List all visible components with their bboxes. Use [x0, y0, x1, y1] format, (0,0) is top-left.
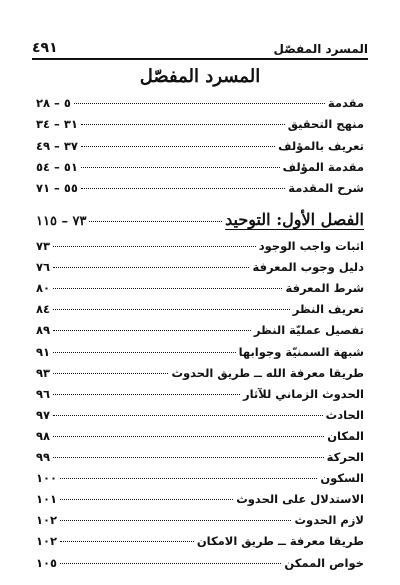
toc-entry-pages: ٥ – ٢٨	[36, 96, 71, 110]
dot-leader	[53, 457, 324, 458]
toc-entry	[36, 408, 364, 426]
toc-entry-label: تفصيل عمليّة النظر	[253, 323, 364, 338]
toc-entry-label: منهج التحقيق	[287, 117, 364, 131]
toc-entry	[36, 492, 364, 510]
toc-entry-pages: ٩٧	[36, 407, 51, 422]
toc-entry-pages: ٥٥ – ٧١	[36, 181, 78, 195]
toc-entry-pages: ٨٩	[36, 323, 51, 338]
toc-entry-pages: ٩٦	[36, 386, 51, 401]
dot-leader	[53, 288, 282, 289]
toc-entry-pages: ١٠٢	[36, 534, 58, 549]
toc-entry-pages: ٣١ – ٣٤	[36, 117, 78, 131]
toc-entry-pages: ٨٠	[36, 281, 51, 296]
toc-entry	[36, 345, 364, 363]
toc-entry-label: طريقا معرفة ــ طريق الامكان	[196, 534, 364, 549]
dot-leader	[53, 394, 240, 395]
toc-entry	[36, 513, 364, 531]
toc-entry	[36, 260, 364, 278]
dot-leader	[53, 352, 236, 353]
toc-entry-pages: ٥١ – ٥٤	[36, 160, 78, 174]
toc-entry-pages: ٩١	[36, 344, 51, 359]
toc-entry-label: طريقا معرفة الله ــ طريق الحدوث	[171, 365, 364, 380]
dot-leader	[81, 167, 280, 168]
toc-entry-pages: ٨٤	[36, 302, 51, 317]
dot-leader	[53, 309, 290, 310]
dot-leader	[53, 330, 251, 331]
toc-entry-label: المكان	[327, 428, 364, 443]
dot-leader	[53, 267, 249, 268]
toc-entry-label: اثبات واجب الوجود	[258, 239, 364, 253]
dot-leader	[60, 541, 194, 542]
toc-entry	[36, 429, 364, 447]
toc-entry-label: شبهة السمنيّة وجوابها	[238, 344, 364, 359]
dot-leader	[60, 478, 317, 479]
toc-entry	[36, 281, 364, 299]
page-number: ٤٩١	[32, 40, 58, 56]
dot-leader	[53, 436, 324, 437]
page-header	[32, 38, 368, 60]
toc-entry-pages: ١٠٥	[36, 555, 58, 570]
chapter-title: الفصل الأول: التوحيد	[225, 210, 364, 229]
toc-entry-pages: ٧٣	[36, 239, 51, 253]
toc-entry-label: خواص الممكن	[284, 555, 364, 570]
toc-entry-pages: ٩٨	[36, 428, 51, 443]
toc-entry	[36, 181, 364, 199]
toc-entry-label: مقدمة المؤلف	[282, 160, 364, 174]
toc-entry-pages: ٧٦	[36, 260, 51, 275]
toc-entry-label: الحادث	[325, 407, 364, 422]
toc-entry-label: مقدمة	[327, 96, 364, 110]
toc-entry-label: السكون	[320, 471, 364, 486]
toc-entry-label: الاستدلال على الحدوث	[236, 492, 364, 507]
toc-entry	[36, 302, 364, 320]
toc-entry-pages: ١٠٢	[36, 513, 58, 528]
dot-leader	[81, 188, 285, 189]
toc-entry-pages: ٧٣ – ١١٥	[36, 214, 87, 229]
dot-leader	[53, 373, 168, 374]
toc-entry	[36, 366, 364, 384]
toc-entry	[36, 139, 364, 157]
dot-leader	[53, 246, 256, 247]
toc-entry-pages: ١٠٠	[36, 471, 58, 486]
dot-leader	[74, 103, 325, 104]
toc-entry-label: شرح المقدمة	[288, 181, 364, 195]
dot-leader	[89, 221, 222, 222]
toc-entry	[36, 471, 364, 489]
toc-entry-label: دليل وجوب المعرفة	[252, 260, 364, 275]
toc-entry	[36, 556, 364, 574]
toc-entry	[36, 239, 364, 257]
dot-leader	[60, 563, 281, 564]
page-title: المسرد المفصّل	[139, 66, 261, 87]
toc-entry-label: تعريف النظر	[292, 302, 364, 317]
toc-entry	[36, 450, 364, 468]
toc-entry	[36, 323, 364, 341]
toc-entry-label: لازم الحدوث	[294, 513, 364, 528]
toc-entry-label: شرط المعرفة	[285, 281, 364, 296]
toc-entry-pages: ٣٧ – ٤٩	[36, 139, 78, 153]
toc-entry	[36, 96, 364, 114]
dot-leader	[53, 415, 323, 416]
chapter-heading-row	[36, 210, 364, 234]
toc-entry	[36, 534, 364, 552]
dot-leader	[81, 124, 285, 125]
toc-entry-pages: ١٠١	[36, 492, 58, 507]
dot-leader	[81, 146, 275, 147]
dot-leader	[60, 520, 291, 521]
toc-entry	[36, 117, 364, 135]
toc-entry-label: الحدوث الزماني للآثار	[242, 386, 364, 401]
toc-entry-pages: ٩٣	[36, 365, 51, 380]
toc-entry-label: الحركة	[326, 450, 364, 464]
toc-entry	[36, 160, 364, 178]
dot-leader	[60, 499, 233, 500]
toc-entry-pages: ٩٩	[36, 450, 51, 464]
running-title: المسرد المفصّل	[273, 42, 368, 56]
toc-entry	[36, 387, 364, 405]
toc-entry-label: تعريف بالمؤلف	[278, 139, 364, 153]
